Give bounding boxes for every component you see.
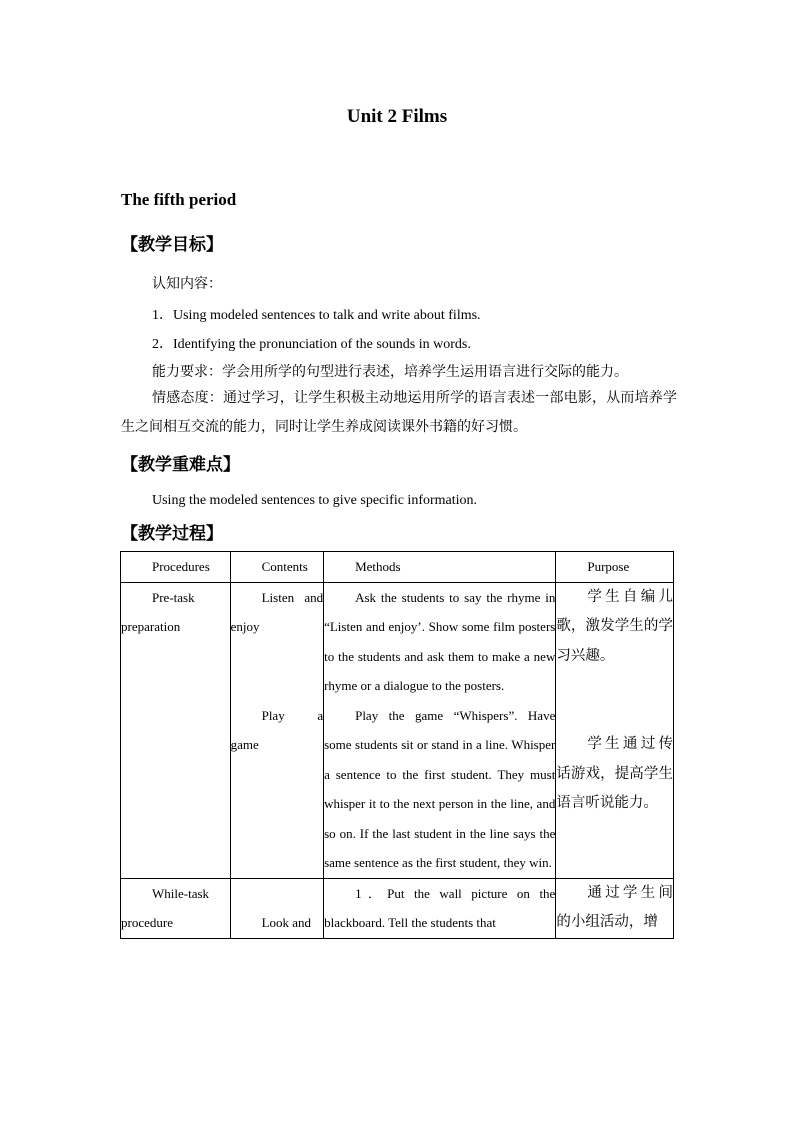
purpose-cell xyxy=(556,582,674,878)
purpose-paragraph: 学生通过传话游戏，提高学生语言听说能力。 xyxy=(556,736,673,811)
content-item: Listen and enjoy xyxy=(230,589,324,634)
table-row xyxy=(121,878,674,938)
procedure-cell: Pre-task preparation xyxy=(121,582,231,878)
emotion-attitude: 情感态度：通过学习，让学生积极主动地运用所学的语言表述一部电影，从而培养学生之间相互交流的能力，同时让学生养成阅读课外书籍的好习惯。 xyxy=(121,390,677,435)
procedure-table xyxy=(120,551,674,939)
header-methods: Methods xyxy=(324,552,556,583)
objective-item-2: 2．Identifying the pronunciation of the sounds in words. xyxy=(152,337,471,352)
content-item: Play a game xyxy=(230,707,324,752)
ability-requirement: 能力要求：学会用所学的句型进行表述，培养学生运用语言进行交际的能力。 xyxy=(152,364,628,380)
table-header-row xyxy=(121,552,674,583)
section-key-points: 【教学重难点】 xyxy=(121,455,240,475)
section-objectives: 【教学目标】 xyxy=(121,235,223,255)
header-purpose: Purpose xyxy=(556,552,674,583)
table-row xyxy=(121,582,674,878)
contents-cell xyxy=(230,878,324,938)
document-title: Unit 2 Films xyxy=(346,106,448,127)
content-item: Look and xyxy=(261,915,312,930)
header-procedures: Procedures xyxy=(121,552,231,583)
purpose-paragraph: 学生自编儿歌，激发学生的学习兴趣。 xyxy=(556,588,673,664)
period-heading: The fifth period xyxy=(121,190,237,209)
method-paragraph: Play the game “Whispers”. Have some students sit or stand in a line. Whisper a sentence to the first student. They must whisper it to the next person in the line, and so on. If the last student in the line says the same sentence as the first student, they win. xyxy=(324,707,556,870)
key-points-text: Using the modeled sentences to give specific information. xyxy=(152,493,478,508)
methods-cell xyxy=(324,582,556,878)
section-process: 【教学过程】 xyxy=(121,524,223,544)
objective-item-1: 1．Using modeled sentences to talk and write about films. xyxy=(152,308,481,323)
method-paragraph: 1．Put the wall picture on the blackboard. Tell the students that xyxy=(324,878,556,938)
header-contents: Contents xyxy=(230,552,324,583)
cognitive-label: 认知内容： xyxy=(152,276,222,292)
method-paragraph: Ask the students to say the rhyme in “Listen and enjoy’. Show some film posters to the students and ask them to make a new rhyme or a dialogue to the posters. xyxy=(324,589,556,693)
purpose-paragraph: 通过学生间的小组活动，增 xyxy=(556,878,674,938)
procedure-cell: While-task procedure xyxy=(121,878,231,938)
contents-cell xyxy=(230,582,324,878)
